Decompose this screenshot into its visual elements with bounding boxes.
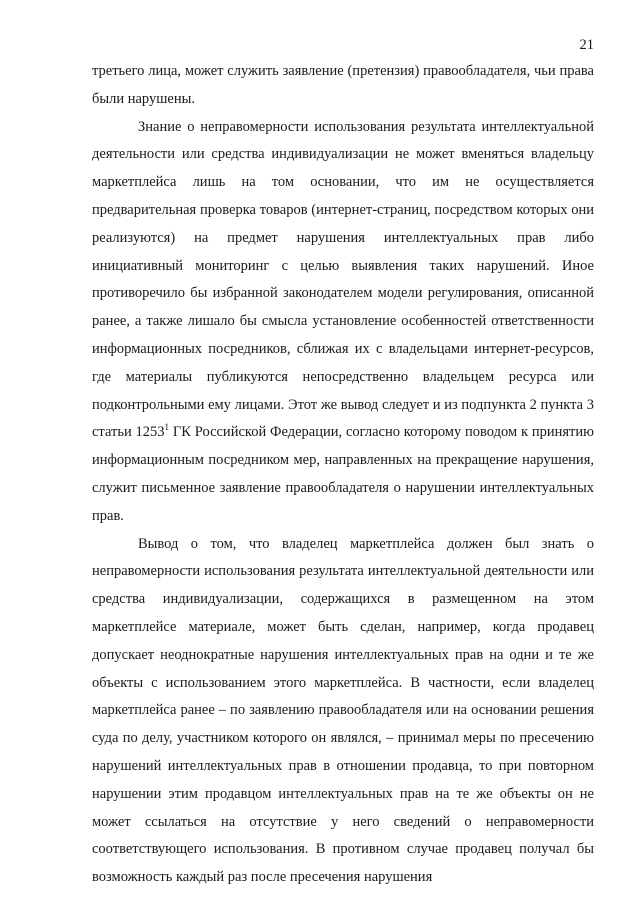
paragraph-continuation: третьего лица, может служить заявление (претензия) правообладателя, чьи права были нарушены. <box>92 63 594 107</box>
paragraph-repeated-infringement: Вывод о том, что владелец маркетплейса должен был знать о неправомерности использования результата интеллектуальной деятельности или средства индивидуализации, содержащихся в размещенном на этом маркетплейсе материале, может быть сделан, например, когда продавец допускает неоднократные нарушения интеллектуальных прав на одни и те же объекты с использованием этого маркетплейса. В частности, если владелец маркетплейса ранее – по заявлению правообладателя или на основании решения суда по делу, участником которого он являлся, – принимал меры по пресечению нарушений интеллектуальных прав в отношении продавца, то при повторном нарушении этим продавцом интеллектуальных прав на те же объекты он не может ссылаться на отсутствие у него сведений о неправомерности соответствующего использования. В противном случае продавец получал бы возможность каждый раз после пресечения нарушения <box>92 535 594 886</box>
body-text <box>92 58 594 892</box>
superscript-article-index: 1 <box>164 422 170 433</box>
paragraph-text: Знание о неправомерности использования результата интеллектуальной деятельности или средства индивидуализации не может вменяться владельцу маркетплейса лишь на том основании, что им не осуществляется предварительная проверка товаров (интернет-страниц, посредством которых они реализуются) на предмет нарушения интеллектуальных прав либо инициативный мониторинг с целью выявления таких нарушений. Иное противоречило бы избранной законодателем модели регулирования, описанной ранее, а также лишало бы смысла установление особенностей ответственности информационных посредников, сближая их с владельцами интернет-ресурсов, где материалы публикуются непосредственно владельцем ресурса или подконтрольными ему лицами. Этот же вывод следует и из подпункта 2 пункта 3 статьи 1253 <box>92 118 594 441</box>
page-number: 21 <box>579 37 594 53</box>
paragraph-knowledge-of-infringement <box>92 114 594 531</box>
paragraph-text-after-superscript: ГК Российской Федерации, согласно которому поводом к принятию информационным посредником мер, направленных на прекращение нарушения, служит письменное заявление правообладателя о нарушении интеллектуальных прав. <box>92 424 594 524</box>
